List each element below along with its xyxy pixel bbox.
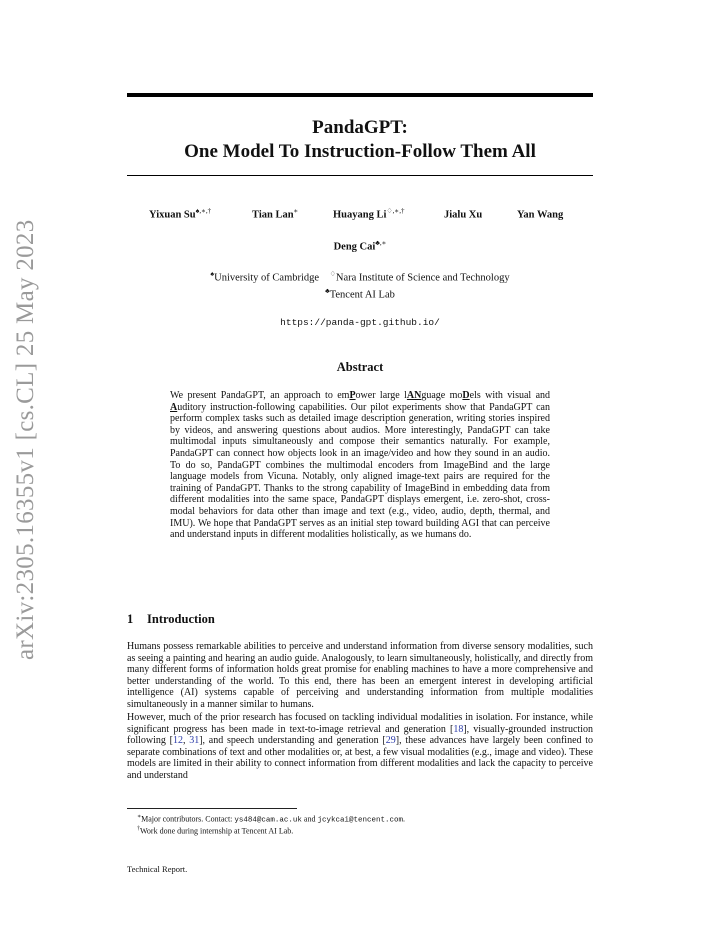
title-line-2: One Model To Instruction-Follow Them All <box>184 141 536 162</box>
citation-link[interactable]: 12 <box>172 735 183 747</box>
citation-link[interactable]: 18 <box>453 723 464 735</box>
citation-link[interactable]: 29 <box>385 735 396 747</box>
affiliation-line-1: ♠University of Cambridge ♢Nara Institute of Science and Technology <box>210 270 510 284</box>
author-yixuan-su: Yixuan Su♠,∗,† <box>149 207 212 221</box>
arxiv-identifier-stamp: arXiv:2305.16355v1 [cs.CL] 25 May 2023 <box>12 219 39 660</box>
footnote-internship: †Work done during internship at Tencent AI Lab. <box>137 826 294 836</box>
paper-title <box>127 116 593 164</box>
author-yan-wang: Yan Wang <box>517 209 564 221</box>
author-huayang-li: Huayang Li♢,∗,† <box>333 207 405 221</box>
intro-paragraph-1: Humans possess remarkable abilities to perceive and understand information from diverse sensory modalities, such as seeing a painting and hearing an audio guide. Analogously, to learn simultaneously, holistically, and directly from many different forms of information holds great promise for enabling machines to have a more comprehensive and better understanding of the world. To this end, there has been an emergent interest in developing artificial intelligence (AI) systems capable of perceiving and understanding information from multiple modalities simultaneously in a manner similar to humans. <box>127 641 593 710</box>
contact-email-1: ys484@cam.ac.uk <box>234 816 302 825</box>
affiliations <box>127 268 593 301</box>
section-heading-introduction <box>127 612 593 627</box>
citation-link[interactable]: 31 <box>189 735 200 747</box>
footnote-contributors: ∗Major contributors. Contact: ys484@cam.ac.uk and jcykcai@tencent.com. <box>137 814 405 825</box>
title-line-1: PandaGPT: <box>312 117 408 138</box>
project-url-link[interactable]: https://panda-gpt.github.io/ <box>280 317 440 328</box>
affiliation-line-2: ♣Tencent AI Lab <box>325 286 395 300</box>
author-tian-lan: Tian Lan∗ <box>252 207 299 221</box>
section-number: 1 <box>127 612 134 626</box>
intro-paragraph-2: However, much of the prior research has focused on tackling individual modalities in isolation. For instance, while significant progress has been made in text-to-image retrieval and generation [18], visually-grounded instruction following [12, 31], and speech understanding and generation [29], these advances have largely been confined to separate combinations of text and other modalities or, at best, a few visual modalities (e.g., image and video). These models are limited in their ability to connect information from different modalities and lack the capacity to perceive and understand <box>127 712 594 781</box>
footnote-rule <box>127 808 297 809</box>
author-deng-cai: Deng Cai♣,∗ <box>333 239 387 253</box>
title-top-rule <box>127 93 593 97</box>
title-bottom-rule <box>127 175 593 176</box>
author-jialu-xu: Jialu Xu <box>444 209 483 221</box>
abstract-text: We present PandaGPT, an approach to emPower large lANguage moDels with visual and Auditory instruction-following capabilities. Our pilot experiments show that PandaGPT can perform complex tasks such as detailed image description generation, writing stories inspired by videos, and answering questions about audios. More interestingly, PandaGPT can take multimodal inputs simultaneously and compose their semantics naturally. For example, PandaGPT can connect how objects look in an image/video and how they sound in an audio. To do so, PandaGPT combines the multimodal encoders from ImageBind and the large language models from Vicuna. Notably, only aligned image-text pairs are required for the training of PandaGPT. Thanks to the strong capability of ImageBind in embedding data from different modalities into the same space, PandaGPT displays emergent, i.e. zero-shot, cross-modal behaviors for data other than image and text (e.g., video, audio, depth, thermal, and IMU). We hope that PandaGPT serves as an initial step toward building AGI that can perceive and understand inputs in different modalities holistically, as we humans do. <box>170 390 551 541</box>
section-title: Introduction <box>147 612 215 626</box>
abstract-heading: Abstract <box>336 360 384 374</box>
contact-email-2: jcykcai@tencent.com <box>317 816 403 825</box>
footer-technical-report: Technical Report. <box>127 864 188 874</box>
